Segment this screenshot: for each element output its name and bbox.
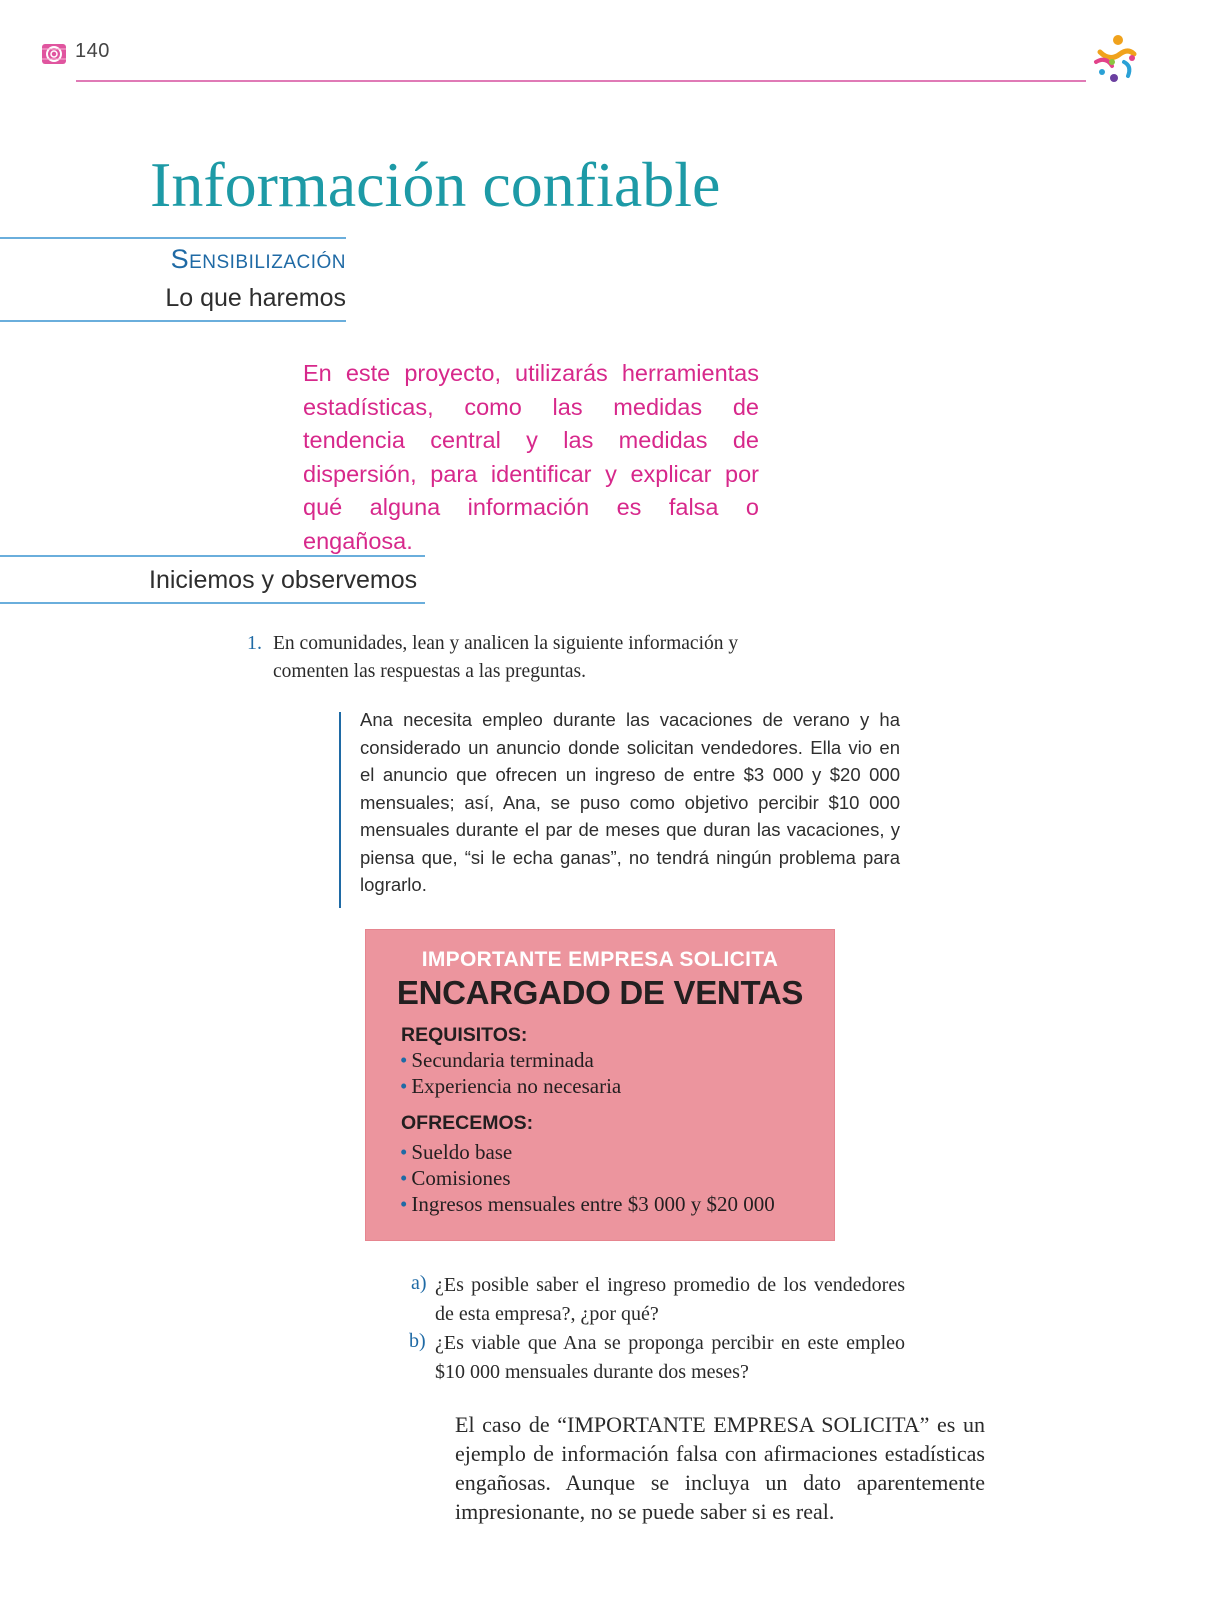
ad-ofrecemos-label: OFRECEMOS: (401, 1112, 534, 1134)
quote-bar (339, 712, 341, 908)
ad-item-text: Experiencia no necesaria (411, 1074, 622, 1098)
ad-item-text: Ingresos mensuales entre $3 000 y $20 000 (411, 1192, 775, 1216)
activity-instructions: En comunidades, lean y analicen la siguiente información y comenten las respuestas a las preguntas. (273, 633, 739, 682)
section2-heading: Iniciemos y observemos (149, 566, 418, 594)
colorful-figure-logo-icon (1088, 32, 1142, 86)
ad-requisitos-label: REQUISITOS: (401, 1024, 528, 1046)
section-heading: Sensibilización (170, 244, 346, 274)
ad-item-text: Sueldo base (411, 1140, 513, 1164)
ad-list-item: • Secundaria terminada (400, 1048, 594, 1072)
case-paragraph: Ana necesita empleo durante las vacaciones de verano y ha considerado un anuncio donde solicitan vendedores. Ella vio en el anuncio que ofrecen un ingreso de entre $3 000 y $20 000 mensuales; así, Ana, se puso como objetivo percibir $10 000 mensuales durante el par de meses que duran las vacaciones, y piensa que, “si le echa ganas”, no tendrá ningún problema para lograrlo. (360, 709, 900, 895)
ad-item-text: Comisiones (411, 1166, 511, 1190)
question-text: ¿Es posible saber el ingreso promedio de los vendedores de esta empresa?, ¿por qué? (435, 1274, 905, 1325)
ad-list-item: • Sueldo base (400, 1140, 513, 1164)
ad-list-item: • Ingresos mensuales entre $3 000 y $20 000 (400, 1192, 775, 1216)
closing-paragraph: El caso de “IMPORTANTE EMPRESA SOLICITA” es un ejemplo de información falsa con afirmaciones estadísticas engañosas. Aunque se incluya un dato aparentemente impresionante, no se puede saber si es real. (455, 1412, 985, 1524)
ad-list-item: • Comisiones (400, 1166, 511, 1190)
section-top-rule (0, 237, 346, 239)
page-ornament-icon (40, 40, 68, 68)
question-letter: b) (409, 1330, 426, 1352)
section2-bottom-rule (0, 602, 425, 604)
ad-item-text: Secundaria terminada (411, 1048, 594, 1072)
ad-list-item: • Experiencia no necesaria (400, 1074, 622, 1098)
question-letter: a) (411, 1272, 427, 1294)
ad-headline: ENCARGADO DE VENTAS (396, 974, 804, 1011)
question-text: ¿Es viable que Ana se proponga percibir en este empleo $10 000 mensuales durante dos meses? (435, 1332, 905, 1383)
header-rule (76, 80, 1086, 82)
activity-number: 1. (247, 632, 262, 654)
job-ad-box (366, 930, 834, 1240)
page-title: Información confiable (150, 149, 721, 220)
section-bottom-rule (0, 320, 346, 322)
page-number: 140 (75, 40, 110, 62)
ad-top-line: IMPORTANTE EMPRESA SOLICITA (421, 948, 779, 971)
section-subheading: Lo que haremos (165, 284, 346, 312)
section2-top-rule (0, 555, 425, 557)
intro-paragraph: En este proyecto, utilizarás herramientas estadísticas, como las medidas de tendencia central y las medidas de dispersión, para identificar y explicar por qué alguna información es falsa o engañosa. (303, 360, 759, 554)
